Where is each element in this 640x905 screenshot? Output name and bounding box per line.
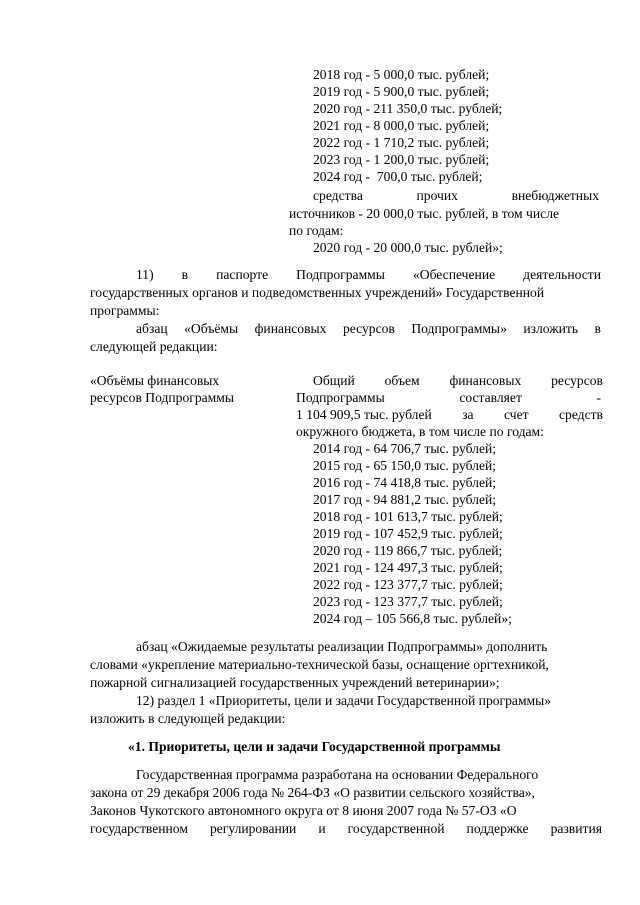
word: ресурсов: [551, 373, 603, 388]
paragraph-line: изложить в следующей редакции:: [90, 711, 286, 726]
section-heading: «1. Приоритеты, цели и задачи Государственной программы: [128, 739, 501, 754]
word: регулировании: [209, 821, 297, 836]
word: Общий: [313, 373, 355, 388]
year-line: 2015 год - 65 150,0 тыс. рублей;: [313, 458, 497, 473]
word: Подпрограммы: [296, 267, 385, 282]
extra-sources-line: [313, 187, 599, 204]
year-line: 2023 год - 123 377,7 тыс. рублей;: [313, 594, 503, 609]
year-line: 2024 год – 105 566,8 тыс. рублей»;: [313, 611, 512, 626]
extra-sources-line: источников - 20 000,0 тыс. рублей, в том числе: [289, 206, 560, 221]
word: счет: [504, 407, 529, 422]
year-line: 2020 год - 211 350,0 тыс. рублей;: [313, 101, 503, 116]
word: финансовых: [449, 373, 522, 388]
year-line: 2018 год - 101 613,7 тыс. рублей;: [313, 509, 503, 524]
word: финансовых: [254, 321, 327, 336]
word: за: [462, 407, 474, 422]
paragraph-line: абзац «Ожидаемые результаты реализации Подпрограммы» дополнить: [136, 639, 548, 654]
passport-right-line: [313, 372, 603, 389]
word: «Обеспечение: [412, 267, 496, 282]
year-line: 2018 год - 5 000,0 тыс. рублей;: [313, 67, 490, 82]
paragraph-line: пожарной сигнализацией государственных учреждений ветеринарии»;: [90, 675, 500, 690]
word: средств: [558, 407, 603, 422]
year-line: 2024 год - 700,0 тыс. рублей;: [313, 169, 483, 184]
paragraph-line: 12) раздел 1 «Приоритеты, цели и задачи Государственной программы»: [136, 693, 552, 708]
year-line: 2020 год - 20 000,0 тыс. рублей»;: [313, 240, 503, 255]
word: развития: [550, 821, 602, 836]
word: государственной: [347, 821, 445, 836]
paragraph-line: государственных органов и подведомственных учреждений» Государственной: [90, 285, 545, 300]
passport-left-label: «Объёмы финансовых: [90, 373, 220, 388]
word: паспорте: [216, 267, 269, 282]
year-line: 2014 год - 64 706,7 тыс. рублей;: [313, 441, 497, 456]
passport-left-label: ресурсов Подпрограммы: [90, 390, 235, 405]
year-line: 2022 год - 123 377,7 тыс. рублей;: [313, 577, 503, 592]
word: прочих: [416, 188, 458, 203]
paragraph-line: [136, 320, 601, 337]
year-line: 2021 год - 124 497,3 тыс. рублей;: [313, 560, 503, 575]
word: Подпрограммы: [296, 390, 385, 405]
year-line: 2020 год - 119 866,7 тыс. рублей;: [313, 543, 503, 558]
paragraph-line: Государственная программа разработана на основании Федерального: [136, 767, 539, 782]
word: средства: [313, 188, 363, 203]
year-line: 2023 год - 1 200,0 тыс. рублей;: [313, 152, 490, 167]
word: составляет: [459, 390, 522, 405]
year-line: 2022 год - 1 710,2 тыс. рублей;: [313, 135, 490, 150]
year-line: 2017 год - 94 881,2 тыс. рублей;: [313, 492, 497, 507]
paragraph-line: словами «укрепление материально-технической базы, оснащение оргтехникой,: [90, 657, 549, 672]
word: Подпрограммы»: [411, 321, 507, 336]
word: государственном: [90, 821, 188, 836]
word: «Объёмы: [184, 321, 239, 336]
year-line: 2021 год - 8 000,0 тыс. рублей;: [313, 118, 490, 133]
year-line: 2019 год - 5 900,0 тыс. рублей;: [313, 84, 490, 99]
year-line: 2016 год - 74 418,8 тыс. рублей;: [313, 475, 497, 490]
word: и: [318, 821, 326, 836]
passport-right-line: окружного бюджета, в том числе по годам:: [296, 424, 544, 439]
paragraph-line: Законов Чукотского автономного округа от 8 июня 2007 года № 57-ОЗ «О: [90, 803, 517, 818]
paragraph-line: программы:: [90, 303, 160, 318]
paragraph-line: следующей редакции:: [90, 339, 218, 354]
paragraph-line: [90, 820, 602, 837]
word: изложить: [523, 321, 579, 336]
word: в: [594, 321, 601, 336]
word: в: [181, 267, 189, 282]
paragraph-line: [136, 266, 601, 283]
paragraph-line: закона от 29 декабря 2006 года № 264-ФЗ «О развитии сельского хозяйства»,: [90, 785, 535, 800]
word: объем: [384, 373, 420, 388]
word: -: [596, 390, 601, 405]
word: внебюджетных: [511, 188, 599, 203]
word: 11): [136, 267, 154, 282]
word: деятельности: [523, 267, 601, 282]
word: поддержке: [466, 821, 529, 836]
word: 1 104 909,5 тыс. рублей: [296, 407, 432, 422]
word: абзац: [136, 321, 168, 336]
extra-sources-line: по годам:: [289, 223, 344, 238]
word: ресурсов: [342, 321, 395, 336]
passport-right-line: [296, 406, 603, 423]
year-line: 2019 год - 107 452,9 тыс. рублей;: [313, 526, 503, 541]
passport-right-line: [296, 389, 601, 406]
